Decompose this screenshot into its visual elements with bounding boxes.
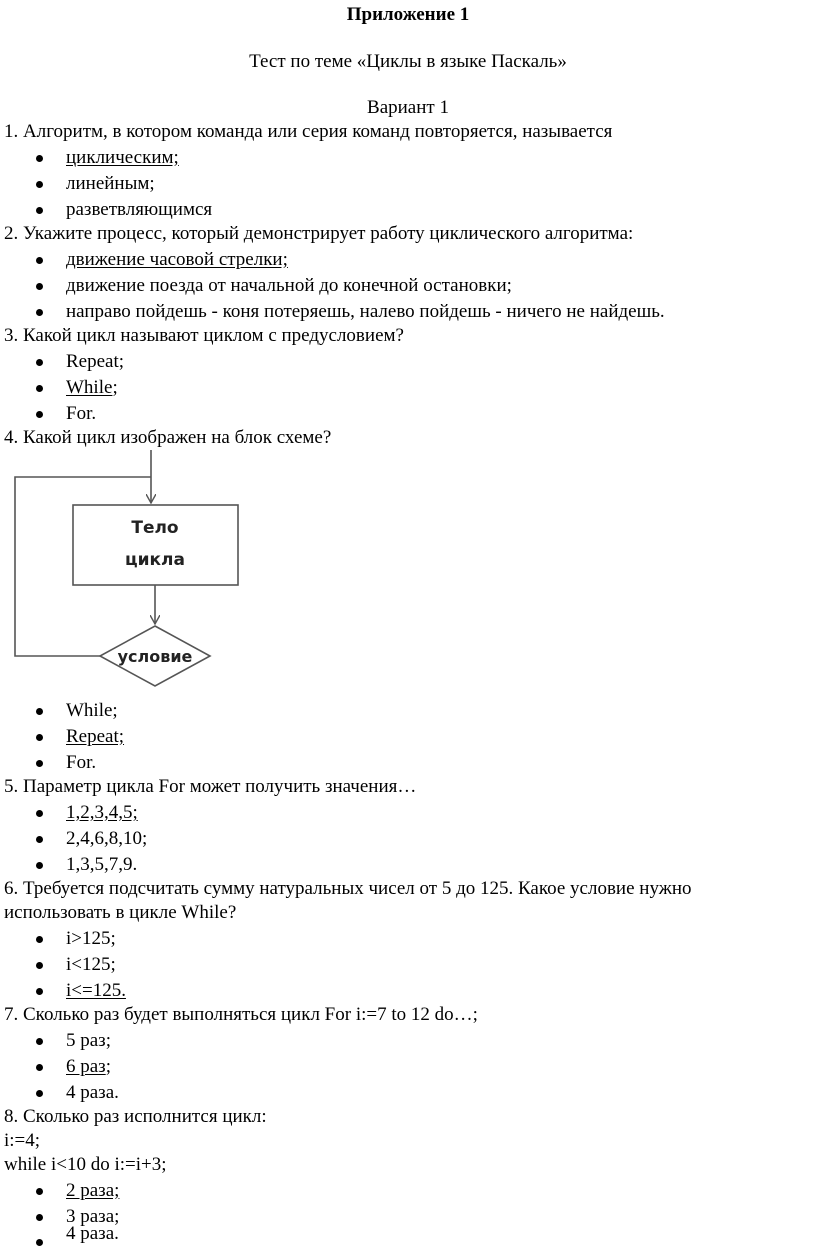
q5-option-3: 1,3,5,7,9. <box>66 854 138 875</box>
variant-label: Вариант 1 <box>367 97 449 118</box>
question-5: 5. Параметр цикла For может получить значения… <box>4 776 417 797</box>
q8-code-line-1: i:=4; <box>4 1130 41 1151</box>
q4-option-2-correct: Repeat; <box>66 726 125 747</box>
q2-option-2: движение поезда от начальной до конечной остановки; <box>66 275 512 296</box>
q1-option-1-correct: циклическим; <box>66 147 179 168</box>
flow-condition-label: условие <box>117 647 193 666</box>
appendix-title: Приложение 1 <box>346 4 470 25</box>
q8-option-1-correct: 2 раза; <box>66 1180 120 1201</box>
flow-body-label-1: Тело <box>131 518 179 538</box>
bullet-icon <box>36 862 43 869</box>
bullet-icon <box>36 962 43 969</box>
q3-option-3: For. <box>66 403 97 424</box>
q4-option-3: For. <box>66 752 97 773</box>
bullet-icon <box>36 836 43 843</box>
question-8: 8. Сколько раз исполнится цикл: <box>4 1106 267 1127</box>
bullet-icon <box>36 988 43 995</box>
bullet-icon <box>36 309 43 316</box>
bullet-icon <box>36 257 43 264</box>
q7-option-3: 4 раза. <box>66 1082 119 1103</box>
question-6-line-2: использовать в цикле While? <box>4 902 237 923</box>
question-4: 4. Какой цикл изображен на блок схеме? <box>4 427 332 448</box>
bullet-icon <box>36 359 43 366</box>
question-3: 3. Какой цикл называют циклом с предусловием? <box>4 325 404 346</box>
q6-option-1: i>125; <box>66 928 116 949</box>
q6-option-3-correct: i<=125. <box>66 980 126 1001</box>
question-6-line-1: 6. Требуется подсчитать сумму натуральных чисел от 5 до 125. Какое условие нужно <box>4 878 692 899</box>
bullet-icon <box>36 734 43 741</box>
q7-option-2-text: 6 раз <box>66 1056 106 1077</box>
q3-option-2-punct: ; <box>112 377 118 398</box>
q2-option-3: направо пойдешь - коня потеряешь, налево пойдешь - ничего не найдешь. <box>66 301 665 322</box>
test-title: Тест по теме «Циклы в языке Паскаль» <box>249 51 567 72</box>
q2-option-1-correct: движение часовой стрелки; <box>66 249 288 270</box>
bullet-icon <box>36 1188 43 1195</box>
q3-option-1: Repeat; <box>66 351 125 372</box>
q4-option-1: While; <box>66 700 118 721</box>
q6-option-2: i<125; <box>66 954 116 975</box>
q1-option-3: разветвляющимся <box>66 199 213 220</box>
bullet-icon <box>36 385 43 392</box>
q7-option-2-correct <box>66 1055 111 1079</box>
bullet-icon <box>36 283 43 290</box>
q8-option-2: 3 раза; <box>66 1206 120 1227</box>
loop-body-block <box>73 505 238 585</box>
q5-option-1-correct: 1,2,3,4,5; <box>66 802 138 823</box>
bullet-icon <box>36 411 43 418</box>
bullet-icon <box>36 1214 43 1221</box>
flowchart-diagram <box>0 445 816 695</box>
bullet-icon <box>36 181 43 188</box>
bullet-icon <box>36 1064 43 1071</box>
bullet-icon <box>36 708 43 715</box>
q1-option-2: линейным; <box>66 173 155 194</box>
bullet-icon <box>36 810 43 817</box>
q3-option-2-text: While <box>66 377 113 398</box>
bullet-icon <box>36 1038 43 1045</box>
bullet-icon <box>36 207 43 214</box>
flow-body-label-2: цикла <box>125 550 185 570</box>
bullet-icon <box>36 155 43 162</box>
bullet-icon <box>36 1090 43 1097</box>
q3-option-2-correct <box>66 376 118 400</box>
q5-option-2: 2,4,6,8,10; <box>66 828 148 849</box>
q8-option-3: 4 раза. <box>66 1223 119 1244</box>
question-2: 2. Укажите процесс, который демонстрирует работу циклического алгоритма: <box>4 223 634 244</box>
q8-code-line-2: while i<10 do i:=i+3; <box>4 1154 167 1175</box>
bullet-icon <box>36 760 43 767</box>
question-7: 7. Сколько раз будет выполняться цикл For i:=7 to 12 do…; <box>4 1004 478 1025</box>
q7-option-1: 5 раз; <box>66 1030 111 1051</box>
bullet-icon <box>36 1239 43 1246</box>
question-1: 1. Алгоритм, в котором команда или серия команд повторяется, называется <box>4 121 613 142</box>
q7-option-2-punct: ; <box>105 1056 111 1077</box>
bullet-icon <box>36 936 43 943</box>
